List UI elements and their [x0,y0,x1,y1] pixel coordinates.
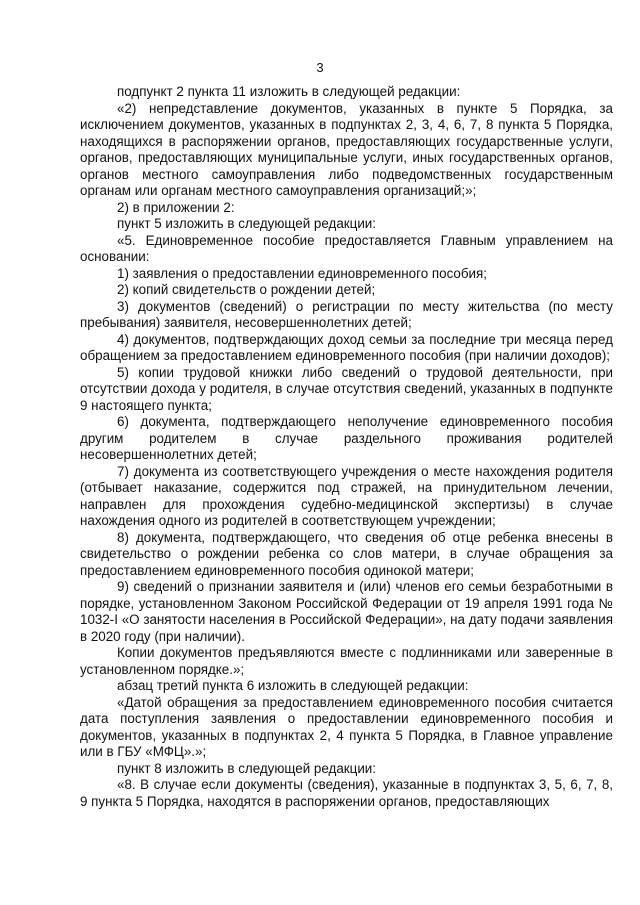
paragraph: 2) в приложении 2: [117,199,235,215]
paragraph: «5. Единовременное пособие предоставляется Главным управлением на основании: [80,232,613,264]
paragraph: 2) копий свидетельств о рождении детей; [117,282,376,297]
paragraph: пункт 5 изложить в следующей редакции: [117,216,376,231]
paragraph: 3) документов (сведений) о регистрации по месту жительства (по месту пребывания) заявителя, несовершеннолетних детей; [80,298,613,330]
paragraph: 4) документов, подтверждающих доход семьи за последние три месяца перед обращением за предоставлением единовременного пособия (при наличии доходов); [80,331,613,363]
page-number: 3 [316,60,324,75]
paragraph: 1) заявления о предоставлении единовременного пособия; [117,265,487,281]
paragraph: 8) документа, подтверждающего, что сведения об отце ребенка внесены в свидетельство о рождении ребенка со слов матери, в случае обращения за предоставлением единовременного пособия одинокой матери; [80,529,613,578]
paragraph: абзац третий пункта 6 изложить в следующей редакции: [117,678,469,693]
paragraph: 9) сведений о признании заявителя и (или) членов его семьи безработными в порядке, установленном Законом Российской Федерации от 19 апреля 1991 года № 1032-I «О занятости населения в Российской Федерации», на дату подачи заявления в 2020 году (при наличии). [80,579,613,644]
document-body [80,84,613,810]
paragraph: «8. В случае если документы (сведения), указанные в подпунктах 3, 5, 6, 7, 8, 9 пункта 5 Порядка, находятся в распоряжении органов, предоставляющих [80,777,613,809]
paragraph: «2) непредставление документов, указанных в пункте 5 Порядка, за исключением документов, указанных в подпунктах 2, 3, 4, 6, 7, 8 пункта 5 Порядка, находящихся в распоряжении органов, предоставляющих государственные услуги, органов, предоставляющих муниципальные услуги, иных государственных органов, органов местного самоуправления либо подведомственных государственным органам или органам местного самоуправления организаций;»; [80,100,613,198]
paragraph: пункт 8 изложить в следующей редакции: [117,760,376,776]
paragraph: 7) документа из соответствующего учреждения о месте нахождения родителя (отбывает наказание, содержится под стражей, на принудительном лечении, направлен для прохождения судебно-медицинской экспертизы) в случае нахождения одного из родителей в соответствующем учреждении; [80,463,613,528]
paragraph: «Датой обращения за предоставлением единовременного пособия считается дата поступления заявления о предоставлении единовременного пособия и документов, указанных в подпунктах 2, 4 пункта 5 Порядка, в Главное управление или в ГБУ «МФЦ».»; [80,694,613,759]
paragraph: 6) документа, подтверждающего неполучение единовременного пособия другим родителем в случае раздельного проживания родителей несовершеннолетних детей; [80,414,613,462]
paragraph: Копии документов предъявляются вместе с подлинниками или заверенные в установленном порядке.»; [80,645,613,677]
paragraph: 5) копии трудовой книжки либо сведений о трудовой деятельности, при отсутствии дохода у родителя, в случае отсутствия сведений, указанных в подпункте 9 настоящего пункта; [80,364,613,413]
paragraph: подпункт 2 пункта 11 изложить в следующей редакции: [117,84,461,99]
